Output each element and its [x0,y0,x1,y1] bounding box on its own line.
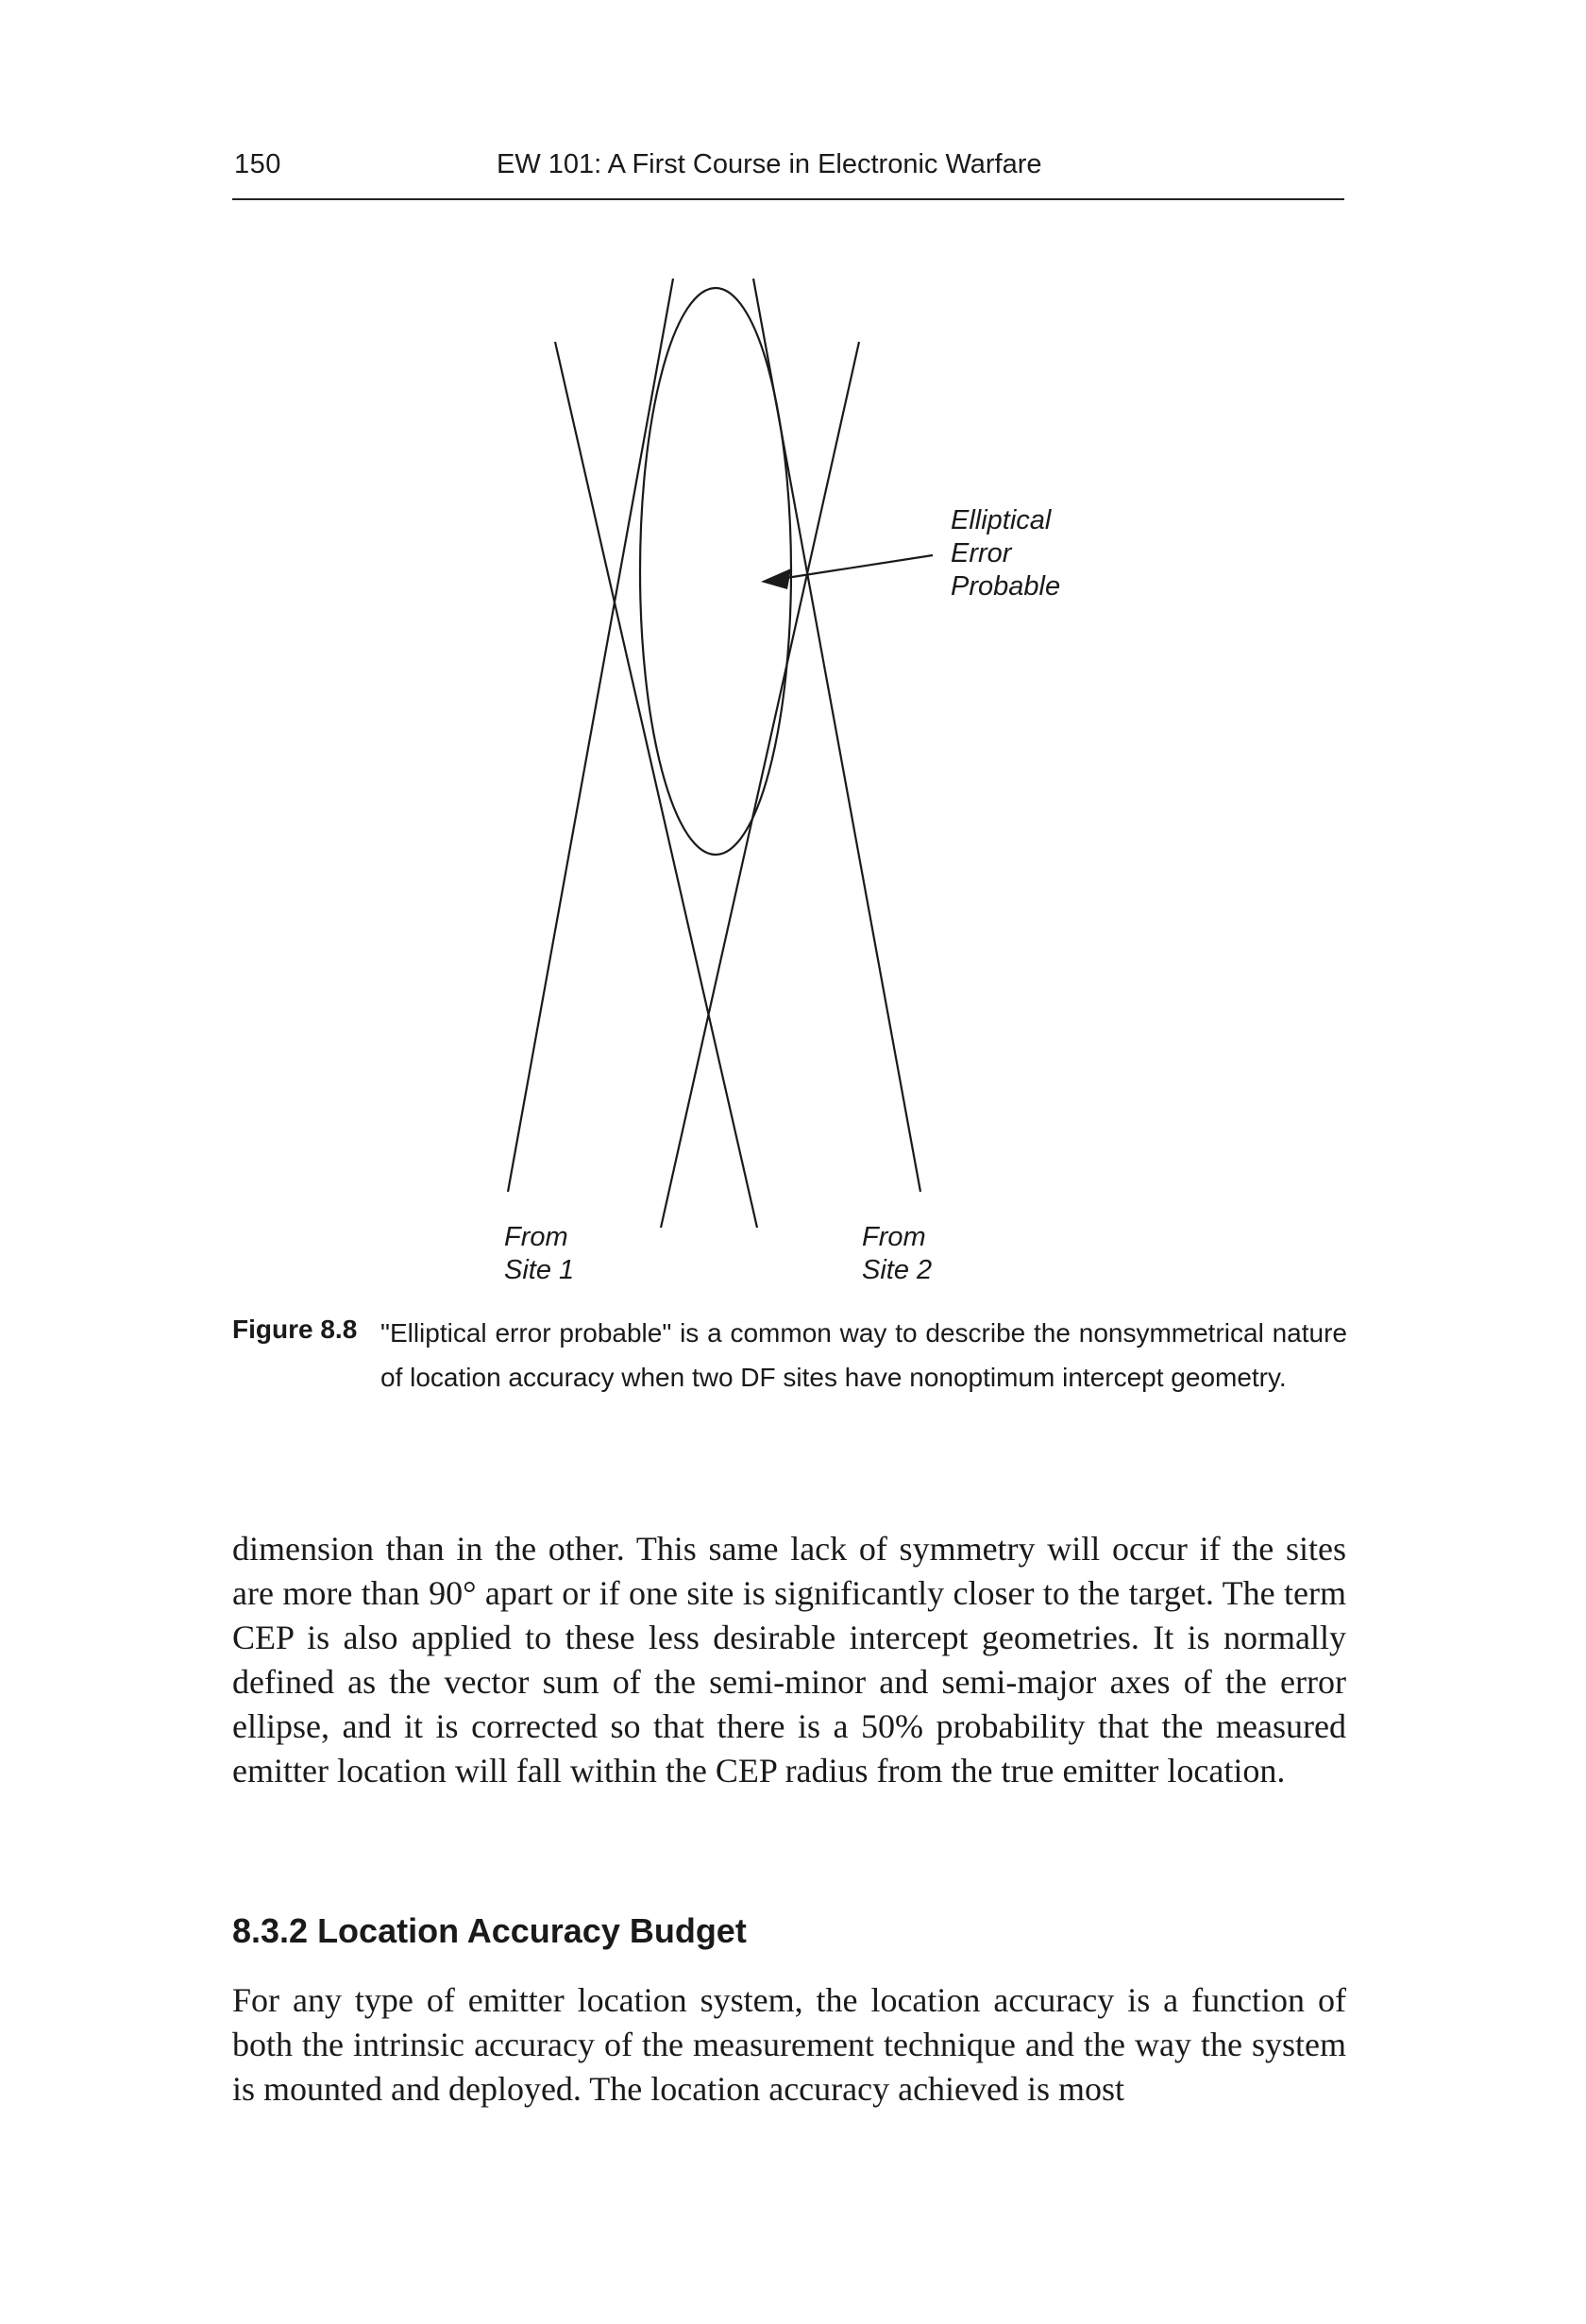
figure-caption-text: "Elliptical error probable" is a common way to describe the nonsymmetrical nature of location accuracy when two DF sites have nonoptimum intercept geometry. [380,1318,1347,1392]
site1-bearing-line-left [508,279,673,1192]
ellipse-label-line3: Probable [951,571,1061,602]
body-paragraph-2: For any type of emitter location system, the location accuracy is a function of both the intrinsic accuracy of the measurement technique and the way the system is mounted and deployed. The location accuracy achieved is most [232,1981,1346,2108]
ellipse-label-line2: Error [951,538,1012,568]
page-number: 150 [234,149,281,179]
error-ellipse [640,288,791,855]
leader-arrowhead [761,568,791,589]
body-paragraph-1: dimension than in the other. This same lack of symmetry will occur if the sites are more than 90° apart or if one site is significantly closer to the target. The term CEP is also applied to these less desirable intercept geometries. It is normally defined as the vector sum of the semi-minor and semi-major axes of the error ellipse, and it is corrected so that there is a 50% probability that the measured emitter location will fall within the CEP radius from the true emitter location. [232,1530,1346,1790]
site1-bearing-line-right [661,342,859,1228]
site1-label [504,1221,574,1287]
site2-label-line1: From [862,1222,926,1252]
site2-label-line2: Site 2 [862,1255,933,1285]
site1-label-line2: Site 1 [504,1255,575,1285]
ellipse-label-line1: Elliptical [951,505,1052,535]
site2-label [862,1221,932,1287]
site1-label-line1: From [504,1222,568,1252]
ellipse-label [951,504,1060,603]
leader-line [774,555,933,580]
figure-caption-label: Figure 8.8 [232,1315,358,1344]
running-title: EW 101: A First Course in Electronic Warfare [497,149,1042,179]
site2-bearing-line-left [555,342,757,1228]
section-heading: 8.3.2 Location Accuracy Budget [232,1911,747,1950]
